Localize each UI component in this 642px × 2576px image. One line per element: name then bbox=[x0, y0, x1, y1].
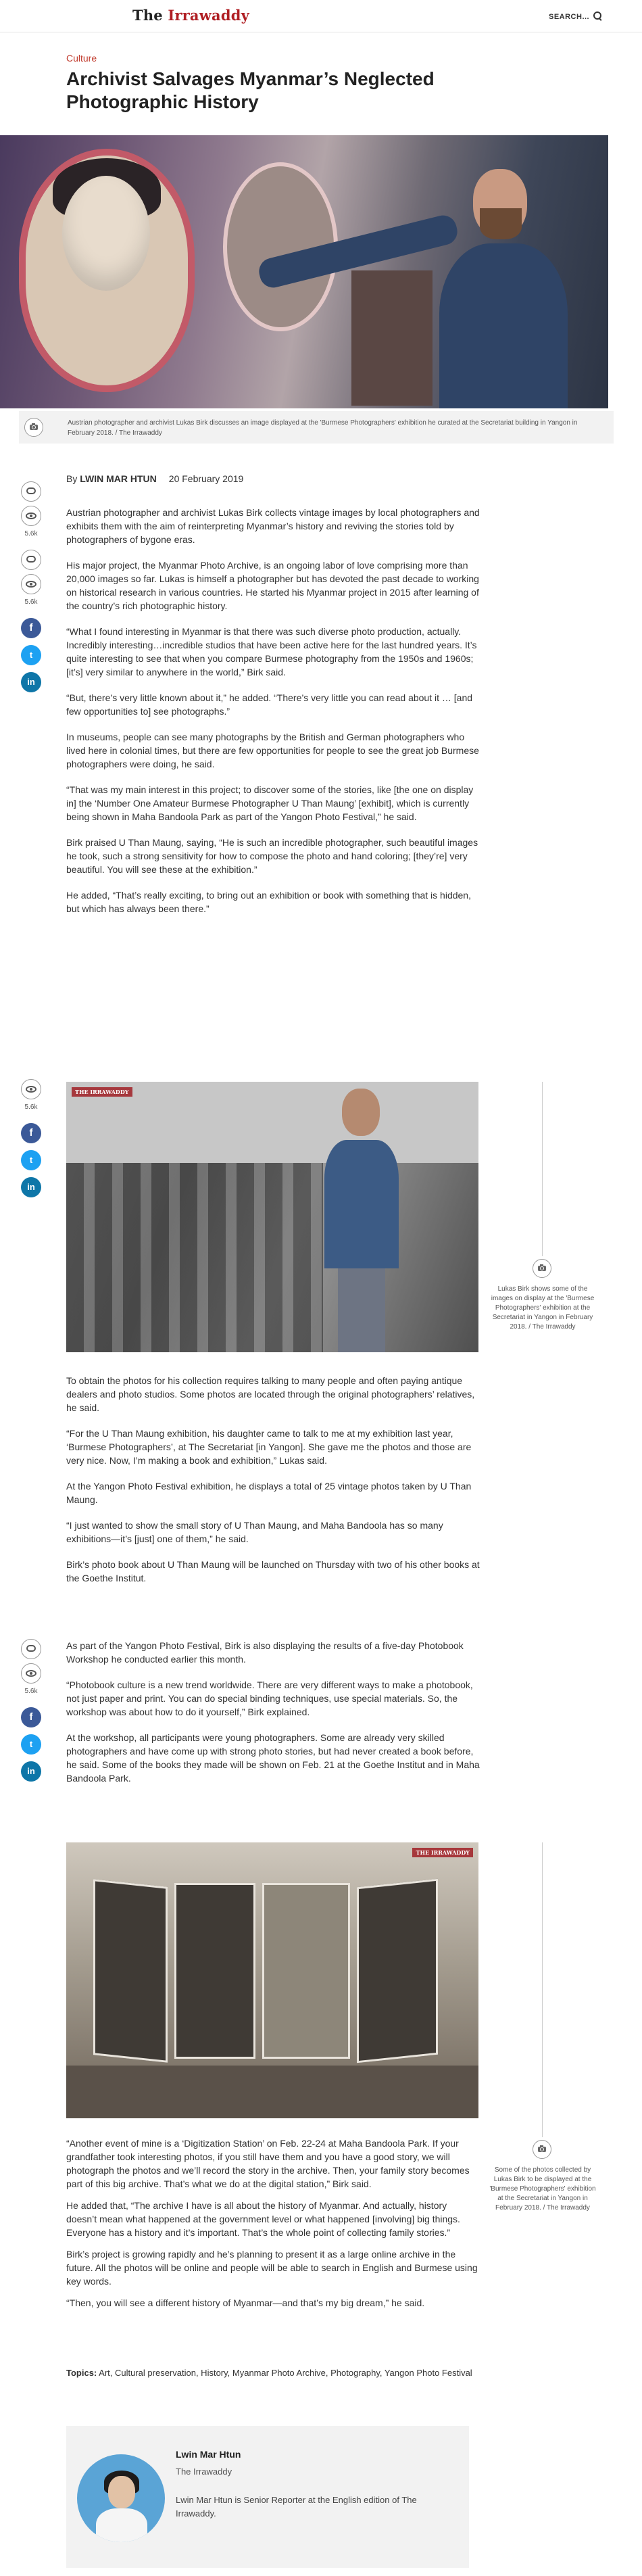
paragraph: As part of the Yangon Photo Festival, Birk is also displaying the results of a five-day Photobook Workshop he conducted earlier this month. bbox=[66, 1640, 464, 1665]
hanging-print-3 bbox=[262, 1883, 350, 2059]
avatar-body bbox=[96, 2508, 147, 2542]
article-body-section-1 bbox=[66, 506, 480, 915]
archivist-figure bbox=[318, 1089, 405, 1352]
author-name[interactable]: Lwin Mar Htun bbox=[176, 2449, 241, 2460]
author-box bbox=[66, 2426, 469, 2568]
linkedin-share-button[interactable] bbox=[21, 1177, 41, 1197]
views-indicator bbox=[21, 506, 41, 526]
vintage-crowd-print bbox=[66, 1163, 323, 1352]
paragraph: “Another event of mine is a ‘Digitization Station’ on Feb. 22-24 at Maha Bandoola Park. If your grandfather took interesting photos, if you still have them and you have a good story, we will photograph the photos and we’ll record the story in the archive. Then, your family story becomes part of this big archive. That’s what we do at the digital station,” Birk said. bbox=[66, 2138, 470, 2189]
paragraph: “For the U Than Maung exhibition, his daughter came to talk to me at my exhibition last year, ‘Burmese Photographers’, at The Secretariat [in Yangon]. She gave me the photos and those are very nice. Now, I’m making a book and exhibition,” Lukas said. bbox=[66, 1428, 472, 1466]
paragraph: Austrian photographer and archivist Lukas Birk collects vintage images by local photographers and exhibits them with the aim of reinterpreting Myanmar’s history and reviving the stories told by photographers of bygone eras. bbox=[66, 507, 480, 545]
linkedin-share-button[interactable] bbox=[21, 1761, 41, 1782]
site-logo[interactable] bbox=[132, 7, 249, 24]
comment-icon bbox=[26, 1645, 36, 1652]
avatar-face bbox=[108, 2476, 135, 2508]
linkedin-icon: in bbox=[27, 677, 35, 687]
gallery-floor bbox=[66, 2066, 478, 2118]
eye-icon bbox=[26, 581, 36, 588]
views-count: 5.6k bbox=[24, 530, 38, 538]
caption-text: Some of the photos collected by Lukas Birk to be displayed at the 'Burmese Photographers' exhibition at the Secretariat in Yangon in February 2018. / The Irrawaddy bbox=[489, 2166, 596, 2212]
search-button[interactable] bbox=[549, 11, 603, 21]
comment-icon bbox=[26, 556, 36, 563]
byline-prefix: By bbox=[66, 473, 80, 484]
paragraph: He added that, “The archive I have is all about the history of Myanmar. And actually, history doesn’t mean what happened at the government level or what happened [involving] big things. Everyone has a history and it’s important. That’s the whole point of collecting family stories.” bbox=[66, 2200, 460, 2238]
facebook-share-button[interactable] bbox=[21, 1123, 41, 1143]
paragraph: In museums, people can see many photographs by the British and German photographers who lived here in colonial times, but there are few opportunities for people to see the great job Burmese photographers were doing, he said. bbox=[66, 732, 479, 769]
twitter-icon: t bbox=[29, 1739, 33, 1749]
hanging-print-2 bbox=[174, 1883, 255, 2059]
byline-author[interactable]: LWIN MAR HTUN bbox=[80, 473, 157, 484]
archivist-body bbox=[324, 1140, 399, 1268]
hero-photo bbox=[0, 135, 608, 408]
author-bio: Lwin Mar Htun is Senior Reporter at the English edition of The Irrawaddy. bbox=[176, 2495, 417, 2519]
paragraph: At the workshop, all participants were young photographers. Some are already very skilled photographers and have come up with strong photo stories, but had never created a book before, he said. Some of the books they made will be shown on Feb. 21 at the Goethe Institut and in Maha Bandoola Park. bbox=[66, 1732, 480, 1784]
watermark-logo: THE IRRAWADDY bbox=[72, 1087, 132, 1097]
article-body-section-4 bbox=[66, 2137, 480, 2310]
topics-links[interactable]: Art, Cultural preservation, History, Myanmar Photo Archive, Photography, Yangon Photo Festival bbox=[99, 2368, 472, 2378]
article-category[interactable]: Culture bbox=[66, 53, 97, 64]
portrait-face bbox=[62, 176, 150, 291]
facebook-icon: f bbox=[29, 622, 33, 634]
paragraph: “That was my main interest in this project; to discover some of the stories, like [the one on display in] the ‘Number One Amateur Burmese Photographer U Than Maung’ [exhibit], which is currently being shown in Maha Bandoola Park as part of the Yangon Photo Festival,” he said. bbox=[66, 784, 474, 822]
author-organization: The Irrawaddy bbox=[176, 2466, 232, 2477]
search-icon bbox=[593, 11, 603, 21]
views-indicator bbox=[21, 1079, 41, 1099]
third-portrait bbox=[351, 270, 433, 406]
caption-divider bbox=[542, 1842, 543, 2137]
article-body-section-2 bbox=[66, 1374, 480, 1585]
camera-icon bbox=[538, 2147, 546, 2152]
paragraph: Birk’s photo book about U Than Maung will be launched on Thursday with two of his other books at the Goethe Institut. bbox=[66, 1559, 480, 1583]
hero-caption-text: Austrian photographer and archivist Lukas Birk discusses an image displayed at the 'Burmese Photographers' exhibition he curated at the Secretariat building in Yangon in February 2018. / The Irrawaddy bbox=[68, 419, 578, 437]
views-count: 5.6k bbox=[24, 1688, 38, 1695]
archivist-body bbox=[439, 243, 568, 408]
paragraph: “What I found interesting in Myanmar is that there was such diverse photo production, actually. Incredibly interesting…incredible studios that have been active here for the last hundred years. It’s quite interesting to see that when you compare Burmese photography from the 1950s and 1960s; [it’s] very similar to anywhere in the world,” Birk said. bbox=[66, 626, 477, 677]
comments-button[interactable] bbox=[21, 1639, 41, 1659]
installation-photo bbox=[66, 1842, 478, 2118]
hanging-print-4 bbox=[357, 1879, 438, 2064]
share-bar-lower bbox=[18, 1639, 45, 1788]
twitter-share-button[interactable] bbox=[21, 1150, 41, 1170]
paragraph: He added, “That’s really exciting, to bring out an exhibition or book with something that is hidden, but which has always been there.” bbox=[66, 890, 471, 914]
comments-button[interactable] bbox=[21, 481, 41, 502]
paragraph: “Photobook culture is a new trend worldwide. There are very different ways to make a photobook, not just paper and print. You can do special binding techniques, use special materials. So, the workshop was about how to do it yourself,” Birk explained. bbox=[66, 1679, 473, 1717]
paragraph: His major project, the Myanmar Photo Archive, is an ongoing labor of love comprising more than 20,000 images so far. Lukas is himself a photographer but has devoted the past decade to working on historical research in various countries. He started his Myanmar project in 2015 after learning of the country’s rich photographic history. bbox=[66, 560, 479, 611]
paragraph: “Then, you will see a different history of Myanmar—and that’s my big dream,” he said. bbox=[66, 2297, 425, 2308]
share-bar-middle bbox=[18, 1079, 45, 1204]
linkedin-share-button[interactable] bbox=[21, 672, 41, 692]
site-header bbox=[0, 0, 642, 32]
linkedin-icon: in bbox=[27, 1182, 35, 1192]
paragraph: Birk’s project is growing rapidly and he’s planning to present it as a large online archive in the future. All the photos will be online and people will be able to search in English and Burmese using key words. bbox=[66, 2249, 478, 2287]
views-indicator-2 bbox=[21, 574, 41, 594]
archivist-beard bbox=[480, 208, 522, 239]
logo-brand: Irrawaddy bbox=[168, 7, 249, 24]
facebook-share-button[interactable] bbox=[21, 618, 41, 638]
caption-divider bbox=[542, 1082, 543, 1256]
article-title: Archivist Salvages Myanmar’s Neglected Photographic History bbox=[66, 68, 435, 112]
archivist-figure bbox=[433, 169, 568, 408]
watermark-logo: THE IRRAWADDY bbox=[412, 1848, 473, 1857]
topics-label: Topics: bbox=[66, 2368, 97, 2378]
camera-icon bbox=[30, 425, 38, 430]
caption-camera-button bbox=[24, 418, 43, 437]
paragraph: To obtain the photos for his collection requires talking to many people and often paying antique dealers and photo studios. Some photos are located through the original photographers’ relatives, he said. bbox=[66, 1375, 475, 1413]
caption-camera-button bbox=[533, 2140, 551, 2159]
views-count: 5.6k bbox=[24, 1103, 38, 1111]
search-label: SEARCH... bbox=[549, 13, 590, 21]
twitter-share-button[interactable] bbox=[21, 1734, 41, 1755]
byline bbox=[66, 473, 243, 484]
facebook-icon: f bbox=[29, 1711, 33, 1723]
camera-icon bbox=[538, 1266, 546, 1271]
article-body-section-3 bbox=[66, 1639, 480, 1785]
linkedin-icon: in bbox=[27, 1766, 35, 1776]
hanging-print-1 bbox=[93, 1879, 168, 2063]
eye-icon bbox=[26, 512, 36, 519]
share-bar-top bbox=[18, 481, 45, 699]
caption-camera-button bbox=[533, 1259, 551, 1278]
archivist-head bbox=[342, 1089, 380, 1136]
comments-button-2[interactable] bbox=[21, 550, 41, 570]
paragraph: “But, there’s very little known about it,” he added. “There’s very little you can read about it … [and few opportunities to] see photographs.” bbox=[66, 692, 473, 717]
comment-icon bbox=[26, 487, 36, 494]
article-topics bbox=[66, 2366, 480, 2380]
logo-prefix: The bbox=[132, 7, 168, 24]
twitter-share-button[interactable] bbox=[21, 645, 41, 665]
hero-caption bbox=[19, 411, 614, 444]
twitter-icon: t bbox=[29, 650, 33, 660]
paragraph: At the Yangon Photo Festival exhibition, he displays a total of 25 vintage photos taken by U Than Maung. bbox=[66, 1481, 472, 1505]
facebook-icon: f bbox=[29, 1127, 33, 1139]
views-indicator bbox=[21, 1663, 41, 1684]
caption-text: Lukas Birk shows some of the images on display at the 'Burmese Photographers' exhibition at the Secretariat in Yangon in February 2018. / The Irrawaddy bbox=[491, 1285, 595, 1331]
avatar[interactable] bbox=[77, 2454, 165, 2542]
eye-icon bbox=[26, 1670, 36, 1677]
archivist-legs bbox=[338, 1268, 385, 1352]
exhibition-photo bbox=[66, 1082, 478, 1352]
paragraph: “I just wanted to show the small story of U Than Maung, and Maha Bandoola has so many exhibitions—it’s [just] one of them,” he said. bbox=[66, 1520, 443, 1544]
twitter-icon: t bbox=[29, 1155, 33, 1165]
byline-date: 20 February 2019 bbox=[168, 473, 244, 484]
views-count-2: 5.6k bbox=[24, 598, 38, 606]
paragraph: Birk praised U Than Maung, saying, “He is such an incredible photographer, such beautiful images he took, such a strong sensitivity for how to compose the photo and hand coloring; [they’re] very beautiful. You will see these at the exhibition.” bbox=[66, 837, 478, 875]
facebook-share-button[interactable] bbox=[21, 1707, 41, 1727]
eye-icon bbox=[26, 1086, 36, 1093]
